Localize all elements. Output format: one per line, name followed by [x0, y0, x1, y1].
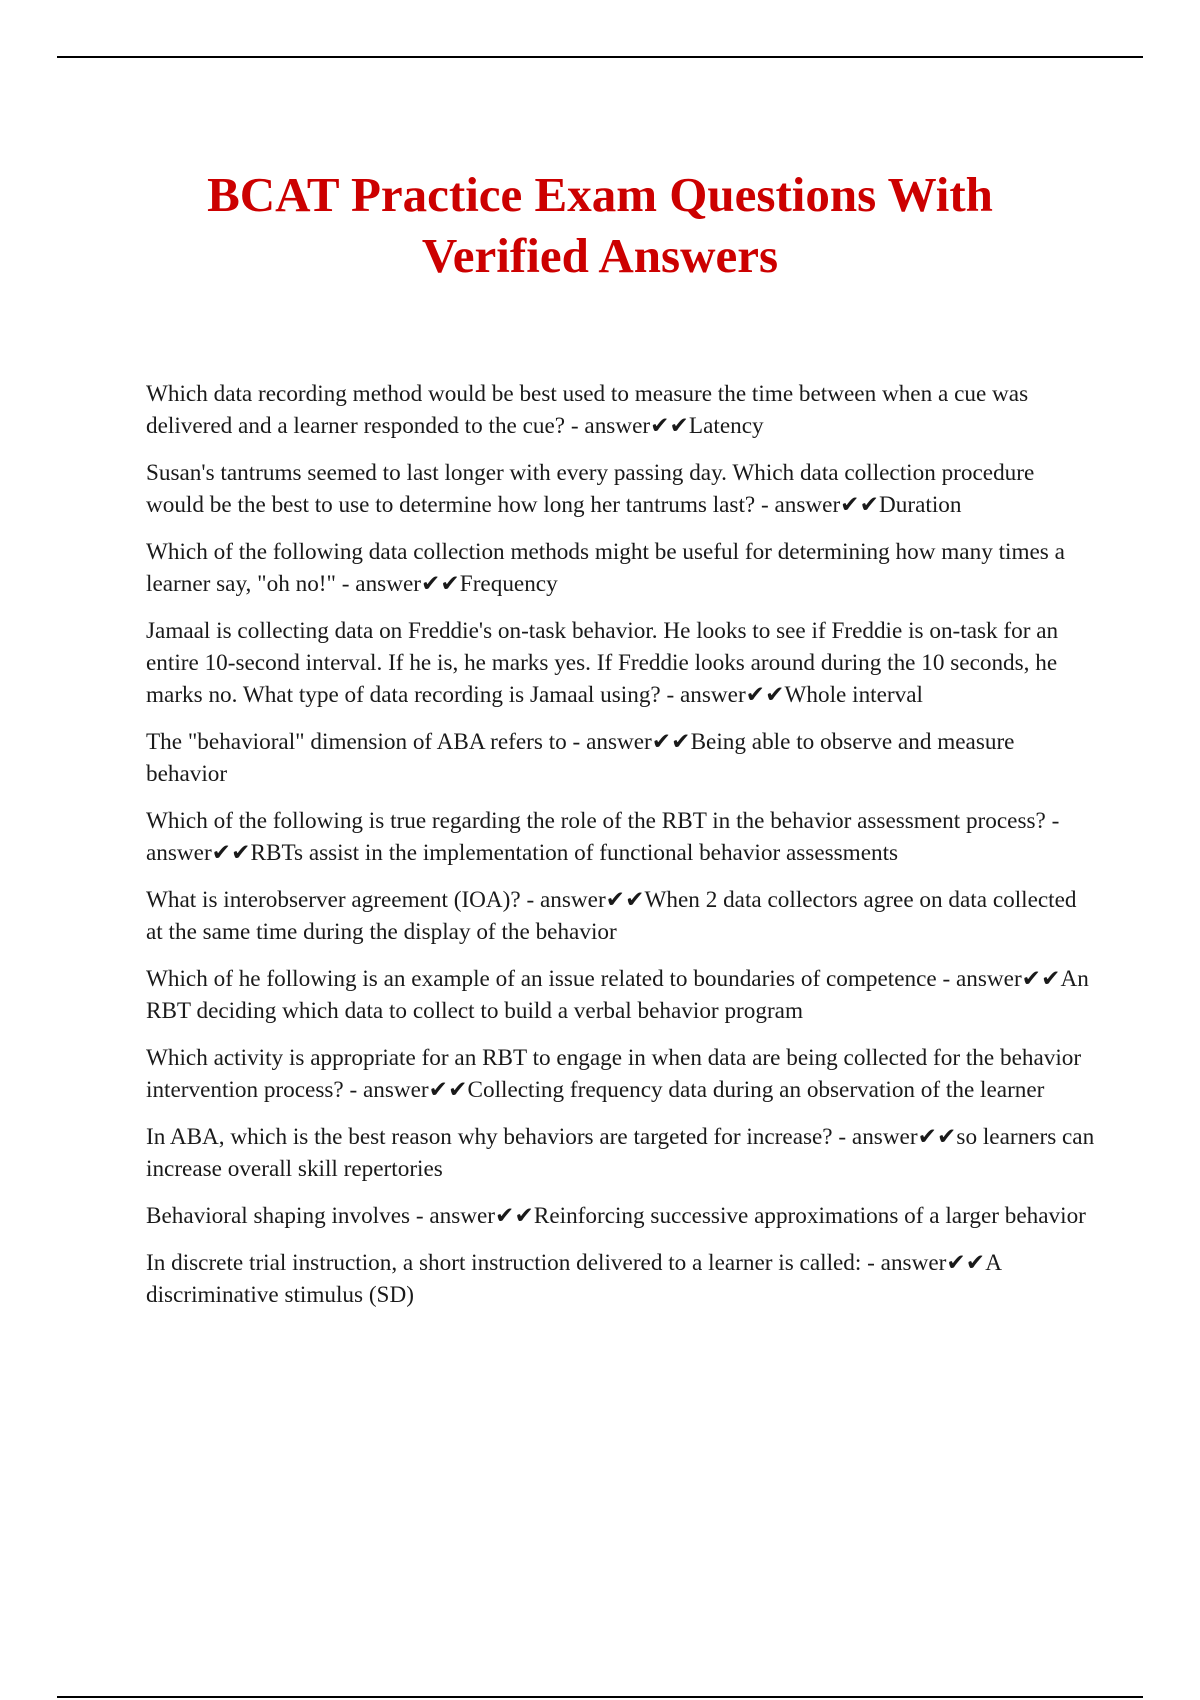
qa-item-1: Which data recording method would be best used to measure the time between when a cue was delivered and a learner responded to the cue? - answer✔✔Latency [146, 381, 1029, 439]
qa-item-8: Which of he following is an example of an issue related to boundaries of competence - answer✔✔An RBT deciding which data to collect to build a verbal behavior program [146, 966, 1089, 1024]
qa-item-10: In ABA, which is the best reason why behaviors are targeted for increase? - answer✔✔so learners can increase overall skill repertories [146, 1124, 1095, 1182]
qa-item-9: Which activity is appropriate for an RBT to engage in when data are being collected for the behavior intervention process? - answer✔✔Collecting frequency data during an observation of the learner [146, 1045, 1082, 1103]
qa-item-11: Behavioral shaping involves - answer✔✔Reinforcing successive approximations of a larger behavior [146, 1203, 1086, 1229]
qa-item-3: Which of the following data collection methods might be useful for determining how many times a learner say, "oh no!" - answer✔✔Frequency [146, 539, 1065, 597]
title-line-1: BCAT Practice Exam Questions With [207, 167, 993, 222]
page-title [100, 164, 1100, 286]
top-rule [57, 56, 1143, 58]
qa-item-4: Jamaal is collecting data on Freddie's on-task behavior. He looks to see if Freddie is on-task for an entire 10-second interval. If he is, he marks yes. If Freddie looks around during the 10 seconds, he marks no. What type of data recording is Jamaal using? - answer✔✔Whole interval [146, 618, 1059, 708]
bottom-rule [57, 1696, 1143, 1698]
question-answer-list [146, 378, 1096, 1326]
qa-item-12: In discrete trial instruction, a short instruction delivered to a learner is called: - answer✔✔A discriminative stimulus (SD) [146, 1250, 1001, 1308]
qa-item-2: Susan's tantrums seemed to last longer with every passing day. Which data collection procedure would be the best to use to determine how long her tantrums last? - answer✔✔Duration [146, 460, 1035, 518]
qa-item-7: What is interobserver agreement (IOA)? - answer✔✔When 2 data collectors agree on data collected at the same time during the display of the behavior [146, 887, 1077, 945]
qa-item-6: Which of the following is true regarding the role of the RBT in the behavior assessment process? - answer✔✔RBTs assist in the implementation of functional behavior assessments [146, 808, 1060, 866]
qa-item-5: The "behavioral" dimension of ABA refers to - answer✔✔Being able to observe and measure behavior [146, 729, 1015, 787]
title-line-2: Verified Answers [421, 228, 779, 283]
